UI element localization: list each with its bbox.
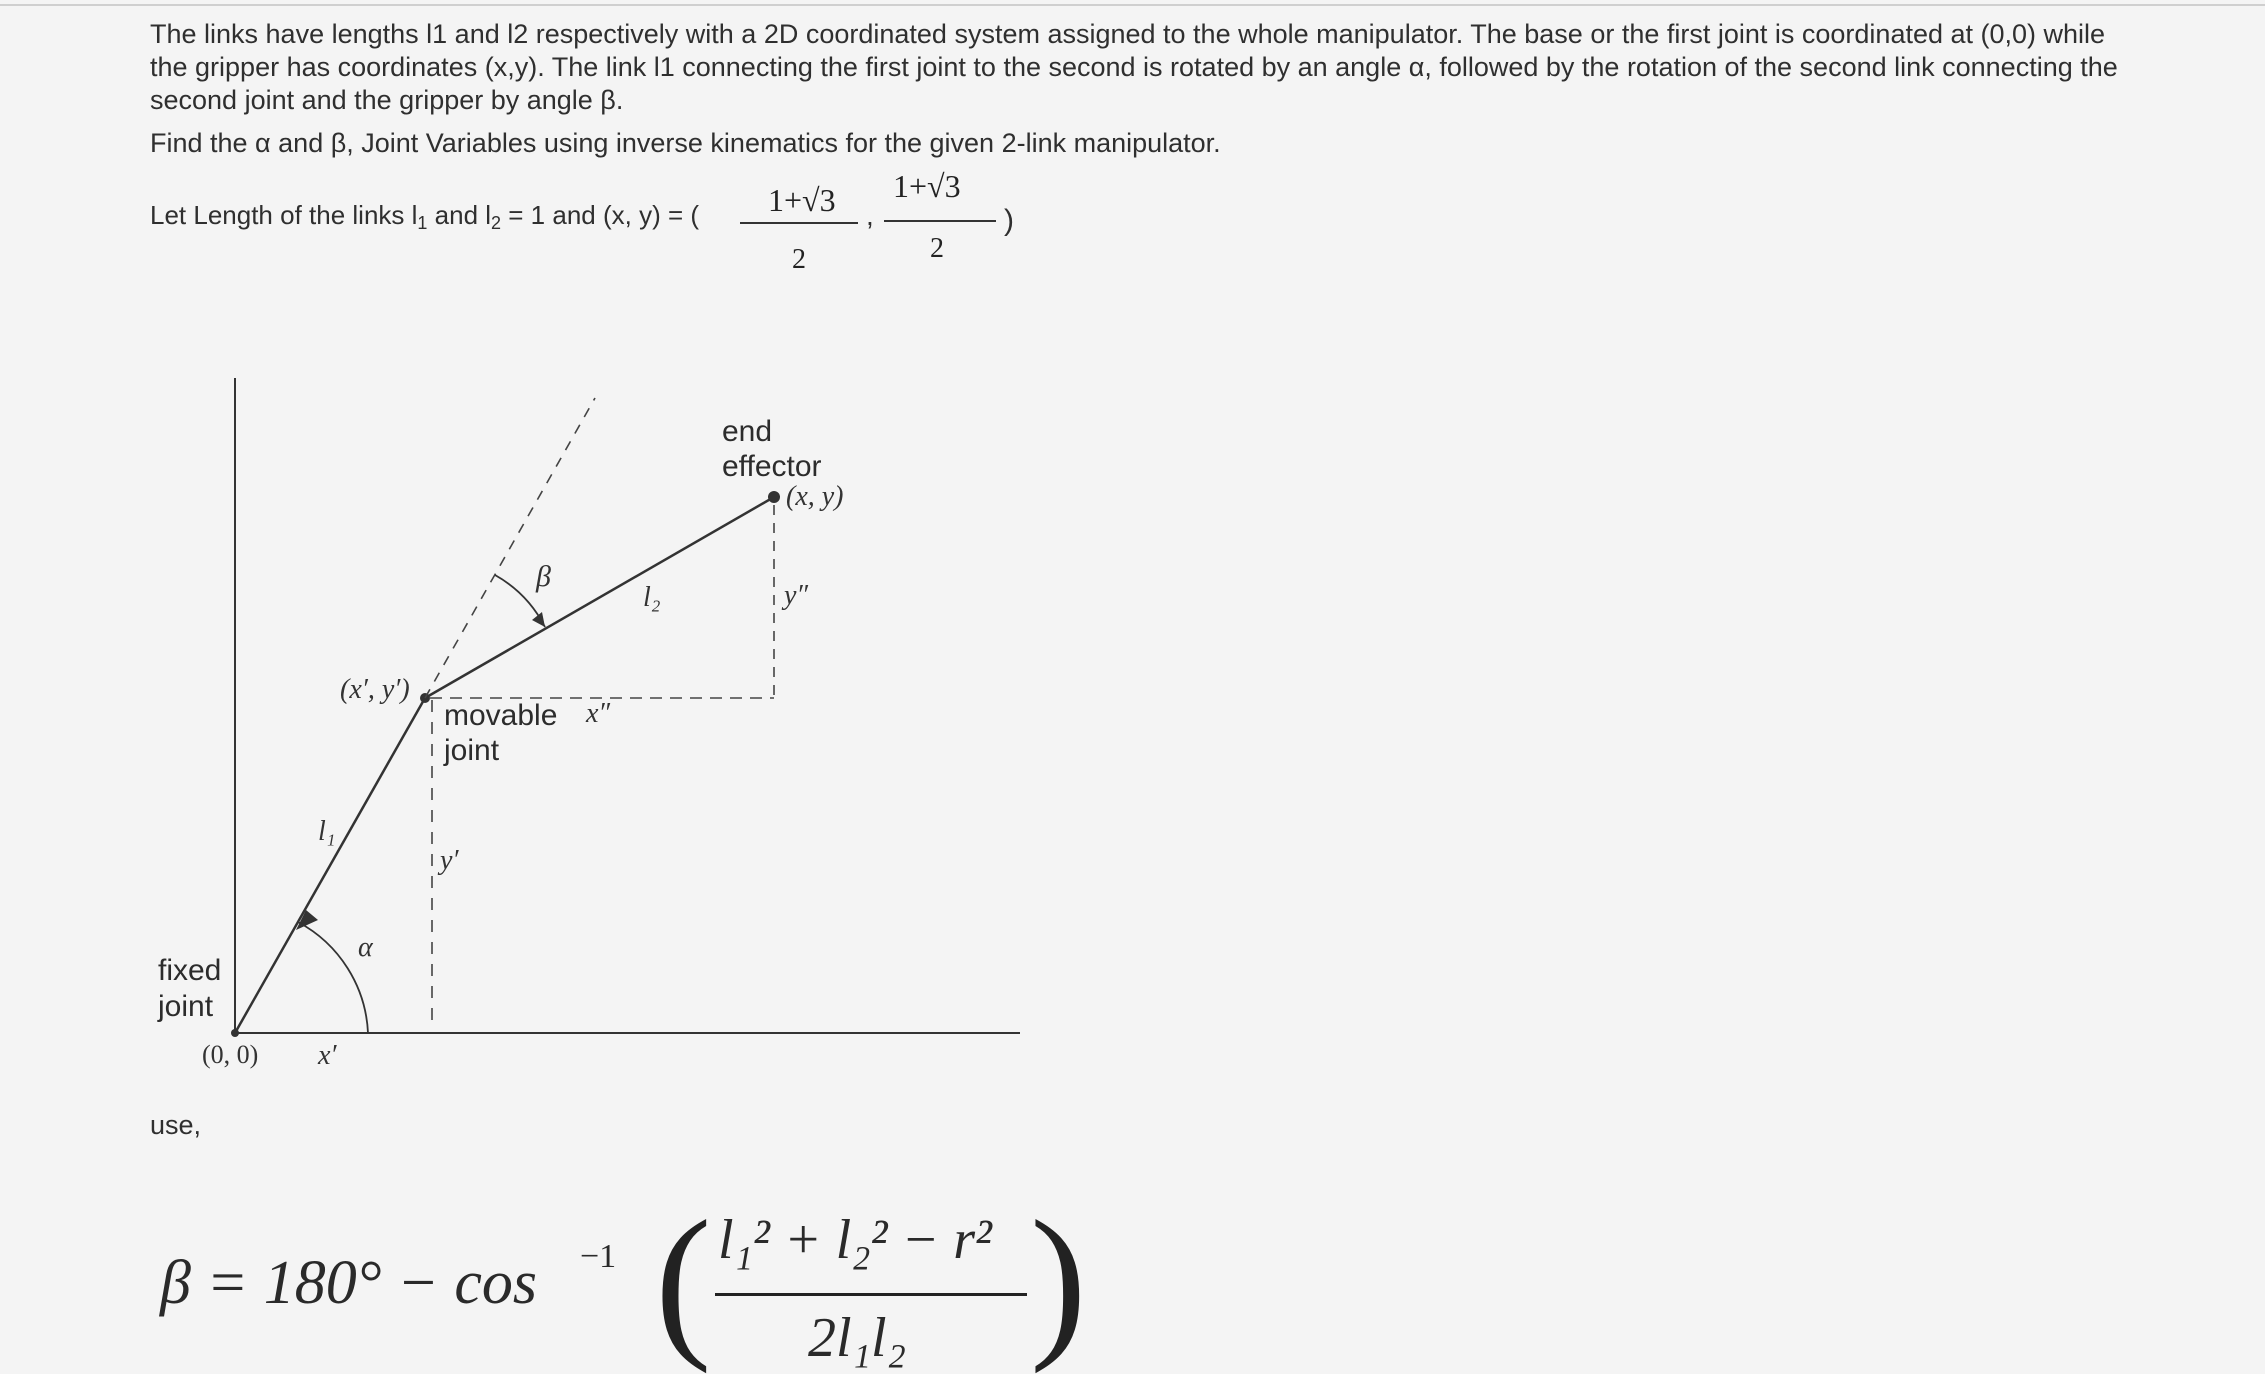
formula-numerator: l₁² + l₂² − r² — [718, 1209, 992, 1271]
fixed-label-1: fixed — [158, 954, 222, 987]
link-l1 — [235, 698, 425, 1033]
formula-right-paren: ) — [1030, 1186, 1087, 1374]
given-mid: and l — [427, 200, 492, 230]
given-sub1: 1 — [417, 213, 428, 233]
x-prime-label: x′ — [318, 1040, 337, 1071]
close-paren: ) — [1004, 204, 1014, 237]
movable-label-2: joint — [444, 734, 500, 767]
given-prefix: Let Length of the links l — [150, 200, 418, 230]
formula-lhs: β = 180° − cos — [160, 1249, 537, 1317]
y-prime-label: y′ — [440, 845, 459, 876]
movable-label-1: movable — [444, 699, 558, 732]
formula-exponent: −1 — [580, 1238, 617, 1275]
question-text: Find the α and β, Joint Variables using inverse kinematics for the given 2-link manipulator. — [150, 128, 1221, 158]
origin-label: (0, 0) — [202, 1040, 259, 1069]
l2-label: l₂ — [643, 582, 661, 613]
end-label-2: effector — [722, 450, 822, 483]
frac1-numerator: 1+√3 — [768, 182, 836, 218]
frac2-denominator: 2 — [930, 233, 944, 264]
given-sub2: 2 — [491, 213, 502, 233]
l1-extension-dashed — [425, 398, 595, 698]
l1-label: l₁ — [318, 816, 336, 847]
x-double-label: x″ — [586, 698, 611, 729]
beta-label: β — [536, 560, 551, 593]
link-l2 — [425, 497, 774, 698]
given-suffix: = 1 and (x, y) = ( — [501, 200, 700, 230]
end-effector-dot — [768, 491, 780, 503]
use-label: use, — [150, 1110, 202, 1140]
frac1-denominator: 2 — [792, 244, 806, 275]
alpha-label: α — [358, 932, 373, 963]
problem-paragraph: The links have lengths l1 and l2 respectively with a 2D coordinated system assigned to the whole manipulator. The base or the first joint is coordinated at (0,0) while the gripper has coordinates (x,y). The link l1 connecting the first joint to the second is rotated by an angle α, followed by the rotation of the second link connecting the second joint and the gripper by angle β. — [150, 19, 2118, 115]
frac-comma: , — [866, 200, 874, 231]
frac2-numerator: 1+√3 — [893, 168, 961, 204]
formula-bar — [715, 1293, 1027, 1296]
end-coords: (x, y) — [786, 481, 844, 512]
end-label-1: end — [722, 415, 773, 448]
formula-left-paren: ( — [655, 1186, 712, 1374]
mid-coords: (x′, y′) — [340, 674, 410, 705]
y-double-label: y″ — [784, 580, 809, 611]
formula-denominator: 2l₁l₂ — [808, 1307, 907, 1369]
fixed-label-2: joint — [158, 990, 214, 1023]
fixed-joint-dot — [231, 1029, 239, 1037]
